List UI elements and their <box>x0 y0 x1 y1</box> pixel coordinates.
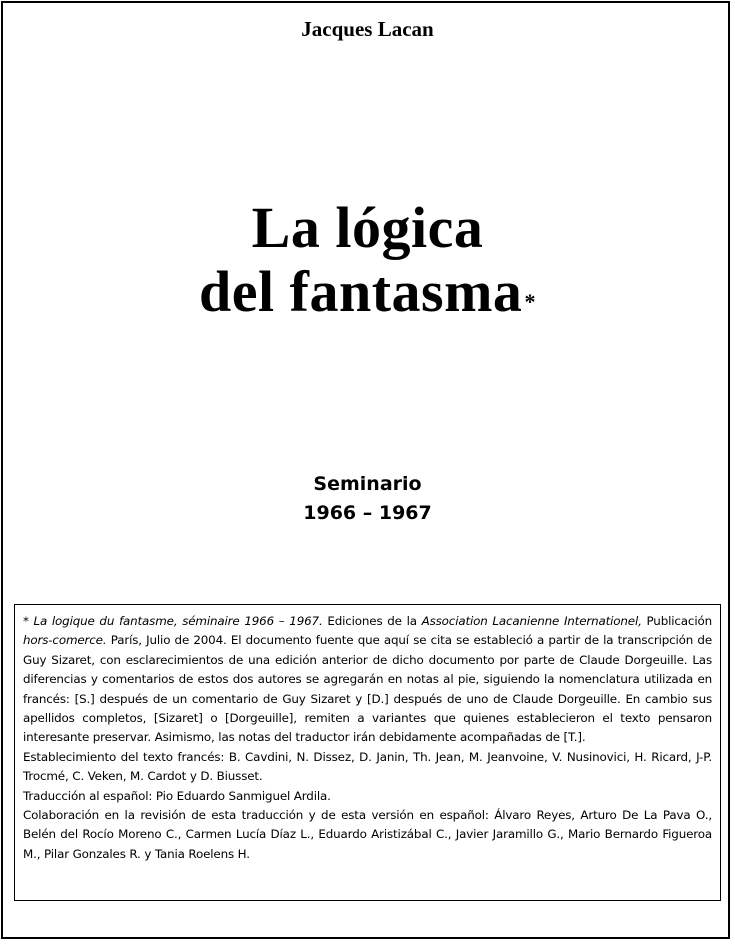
seminar-years: 1966 – 1967 <box>303 502 432 524</box>
footnote-translation: Traducción al español: Pio Eduardo Sanmiguel Ardila. <box>23 788 331 803</box>
title-line-1: La lógica <box>251 195 484 260</box>
footnote-source-title: La logique du fantasme, séminaire 1966 – 1967. <box>33 614 323 628</box>
footnote-establishment: Establecimiento del texto francés: B. Cavdini, N. Dissez, D. Janin, Th. Jean, M. Jeanvoine, V. Nusinovici, H. Ricard, J-P. Trocmé, C. Veken, M. Cardot y D. Biusset. <box>23 749 712 784</box>
document-title <box>0 196 735 334</box>
title-line-2-text: del fantasma <box>199 259 523 324</box>
footnote-hors-commerce: hors-comerce. <box>23 633 107 648</box>
seminar-label: Seminario <box>313 473 422 495</box>
footnote-box <box>14 604 721 901</box>
footnote-marker: * <box>524 289 536 314</box>
footnote-mark: * <box>23 614 34 628</box>
seminar-info <box>0 470 735 528</box>
footnote-text-1: Ediciones de la <box>322 614 422 628</box>
title-line-2 <box>0 260 735 334</box>
footnote-text-2: Publicación <box>641 614 712 628</box>
footnote-source-paragraph <box>23 612 712 748</box>
footnote-collaboration: Colaboración en la revisión de esta traducción y de esta versión en español: Álvaro Reyes, Arturo De La Pava O., Belén del Rocío Moreno C., Carmen Lucía Díaz L., Eduardo Aristizábal C., Javier Jaramillo G., Mario Bernardo Figueroa M., Pilar Gonzales R. y Tania Roelens H. <box>23 808 712 861</box>
footnote-association: Association Lacanienne Internationel, <box>421 614 642 628</box>
footnote-text-3: París, Julio de 2004. El documento fuente que aquí se cita se estableció a partir de la transcripción de Guy Sizaret, con esclarecimientos de una edición anterior de dicho documento por parte de Claude Dorgeuille. Las diferencias y comentarios de estos dos autores se agregarán en notas al pie, siguiendo la nomenclatura utilizada en francés: [S.] después de un comentario de Guy Sizaret y [D.] después de uno de Claude Dorgeuille. En cambio sus apellidos completos, [Sizaret] o [Dorgeuille], remiten a variantes que quienes establecieron el texto pensaron interesante preservar. Asimismo, las notas del traductor irán debidamente acompañadas de [T.]. <box>23 633 712 745</box>
author-name: Jacques Lacan <box>301 17 434 41</box>
